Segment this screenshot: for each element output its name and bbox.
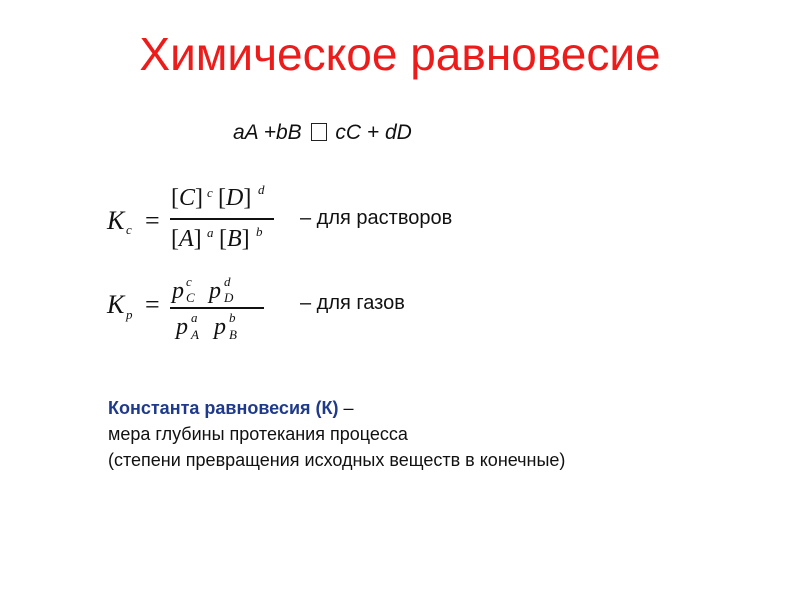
- definition-block: [108, 395, 565, 473]
- reaction-reactants: aA +bB: [233, 121, 308, 144]
- definition-term: Константа равновесия (К): [108, 398, 339, 418]
- definition-line-1: [108, 395, 565, 421]
- definition-dash: –: [338, 398, 354, 418]
- kp-note: – для газов: [300, 292, 405, 314]
- slide-title: Химическое равновесие: [139, 28, 661, 80]
- reaction-products: cC + dD: [329, 121, 412, 144]
- definition-line-3: (степени превращения исходных веществ в конечные): [108, 450, 566, 470]
- definition-line-2: мера глубины протекания процесса: [108, 424, 408, 444]
- reaction-equation: [233, 118, 412, 148]
- kc-note: – для растворов: [300, 207, 453, 229]
- equilibrium-arrow-icon: [311, 123, 327, 141]
